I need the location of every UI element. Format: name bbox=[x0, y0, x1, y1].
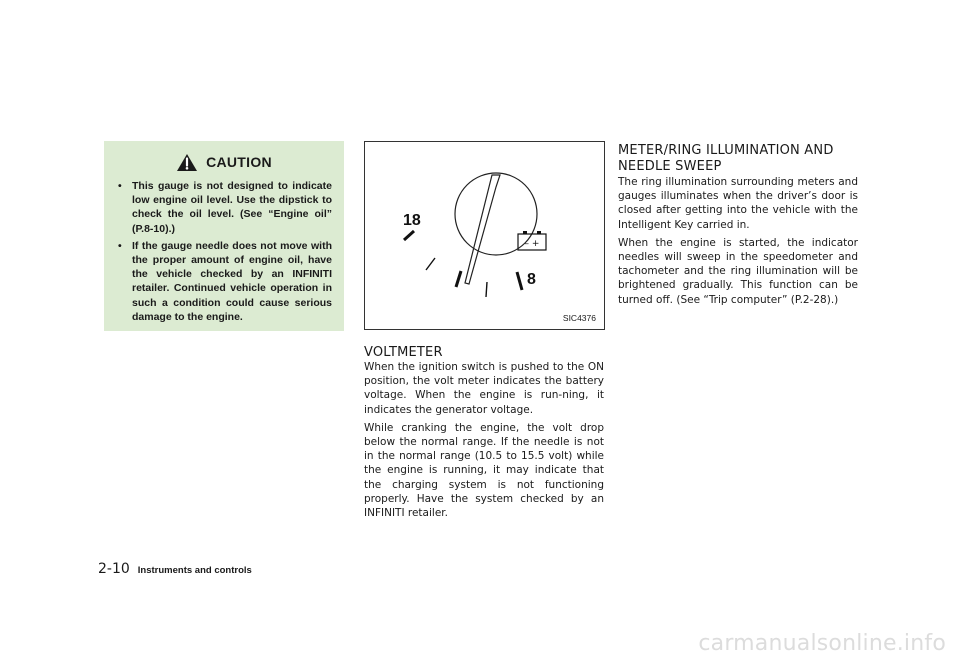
paragraph: When the engine is started, the indicator needles will sweep in the speedometer and tachometer and the ring illumination will be brightened gradually. This function can be turned off. (See “Trip computer” (P.2-28).) bbox=[618, 236, 858, 306]
meter-ring-heading: METER/RING ILLUMINATION AND NEEDLE SWEEP bbox=[618, 143, 834, 174]
gauge-needle bbox=[465, 175, 500, 284]
caution-item-text: This gauge is not designed to indicate low engine oil level. Use the dipstick to check the oil level. (See “Engine oil” (P.8-10).) bbox=[132, 180, 332, 235]
page-number: 2-10 bbox=[98, 561, 130, 577]
gauge-tick bbox=[404, 231, 414, 240]
caution-item-text: If the gauge needle does not move with the proper amount of engine oil, have the vehicle checked by an INFINITI retailer. Continued vehicle operation in such a condition could cause serious damage to the engine. bbox=[132, 239, 332, 323]
bullet: • bbox=[118, 239, 122, 252]
caution-title: CAUTION bbox=[206, 154, 272, 170]
caution-header bbox=[104, 151, 344, 173]
bullet: • bbox=[118, 180, 122, 192]
paragraph: The ring illumination surrounding meters and gauges illuminates when the driver’s door is closed after getting into the vehicle with the Intelligent Key carried in. bbox=[618, 176, 858, 231]
caution-box bbox=[104, 141, 344, 331]
figure-code: SIC4376 bbox=[562, 313, 596, 323]
caution-item bbox=[118, 179, 332, 236]
battery-symbol: – + bbox=[524, 239, 540, 249]
caution-item bbox=[118, 239, 332, 324]
gauge-tick bbox=[426, 258, 435, 270]
gauge-label-low: 8 bbox=[527, 271, 536, 288]
caution-list bbox=[118, 179, 332, 327]
voltmeter-body bbox=[364, 360, 604, 524]
paragraph: While cranking the engine, the volt drop below the normal range. If the needle is not in the normal range (10.5 to 15.5 volt) while the engine is running, it may indicate that the charging system is not functioning properly. Have the system checked by an INFINITI retailer. bbox=[364, 421, 604, 520]
gauge-tick bbox=[456, 271, 461, 287]
warning-triangle-icon bbox=[176, 153, 198, 172]
page-footer bbox=[98, 561, 252, 577]
gauge-label-high: 18 bbox=[403, 212, 421, 229]
voltmeter-gauge-illustration bbox=[365, 142, 606, 331]
voltmeter-heading: VOLTMETER bbox=[364, 345, 443, 360]
meter-ring-body bbox=[618, 175, 858, 311]
gauge-tick bbox=[517, 272, 522, 290]
voltmeter-figure bbox=[364, 141, 605, 330]
section-title: Instruments and controls bbox=[137, 565, 252, 576]
paragraph: When the ignition switch is pushed to the ON position, the volt meter indicates the battery voltage. When the engine is run-ning, it indicates the generator voltage. bbox=[364, 361, 604, 416]
watermark: carmanualsonline.info bbox=[698, 631, 946, 656]
gauge-tick bbox=[486, 282, 487, 297]
